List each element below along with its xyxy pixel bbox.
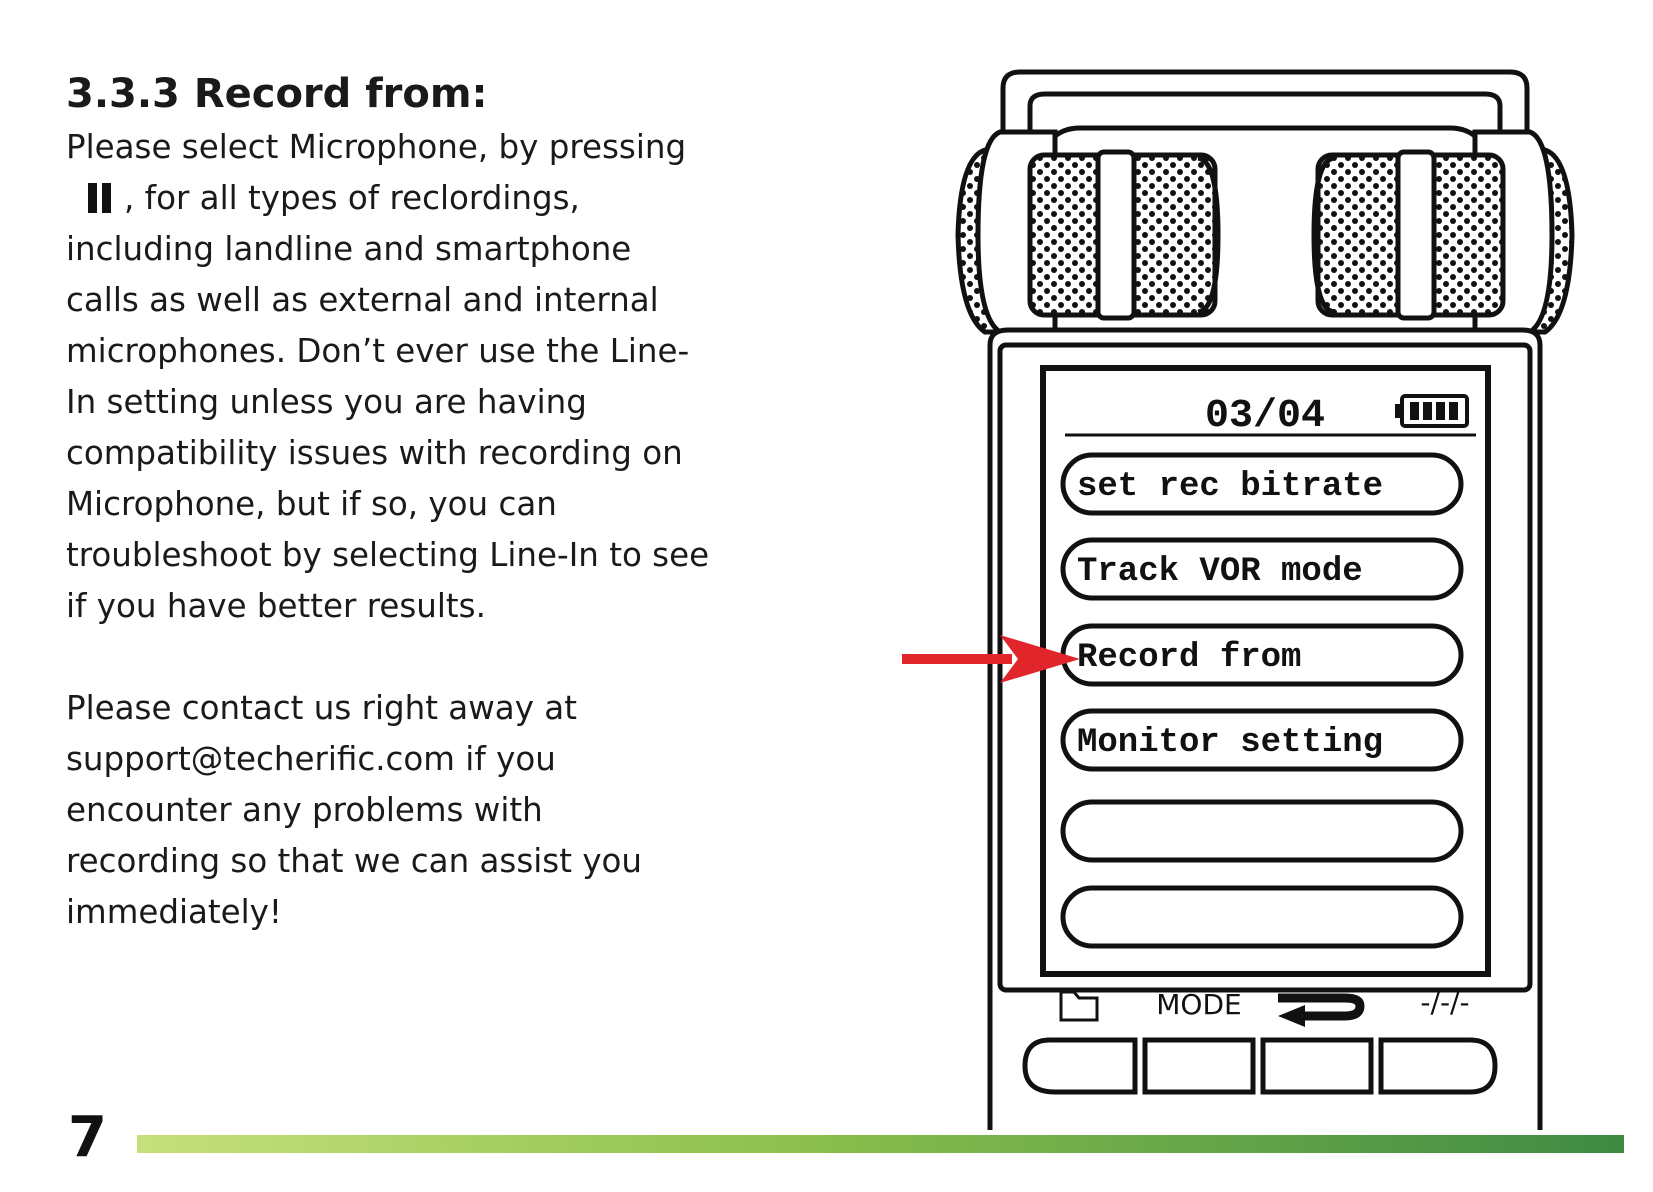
folder-button[interactable] (1025, 1040, 1135, 1092)
footer-gradient-bar (137, 1135, 1624, 1153)
para1-line9: troubleshoot by selecting Line-In to see (66, 536, 710, 574)
para1-line5: microphones. Don’t ever use the Line- (66, 332, 690, 370)
menu-item-label: Track VOR mode (1077, 553, 1363, 591)
dash-label: -/-/- (1420, 986, 1470, 1019)
menu-item-label: Monitor setting (1077, 724, 1384, 762)
para1-line3: including landline and smartphone (66, 230, 632, 268)
mode-button[interactable] (1145, 1040, 1253, 1092)
menu-item-label: Record from (1077, 639, 1302, 677)
para1-line2 (66, 173, 806, 224)
para1-line7: compatibility issues with recording on (66, 434, 683, 472)
para2-line5: immediately! (66, 893, 282, 931)
menu-item[interactable] (1063, 888, 1461, 946)
menu-item[interactable] (1063, 626, 1461, 684)
return-button[interactable] (1263, 1040, 1371, 1092)
para1-line8: Microphone, but if so, you can (66, 485, 557, 523)
menu-item-pill[interactable] (1063, 888, 1461, 946)
para2-line3: encounter any problems with (66, 791, 543, 829)
battery-full-icon (1395, 396, 1467, 426)
arrow-shaft (902, 654, 1012, 664)
para2-line2[interactable]: support@techerific.com if you (66, 740, 556, 778)
dash-button[interactable] (1381, 1040, 1495, 1092)
section-heading: 3.3.3 Record from: (66, 71, 488, 117)
instruction-text (66, 66, 806, 938)
para1-line2-text: , for all types of reclordings, (124, 179, 580, 217)
mic-handle (1003, 72, 1527, 160)
right-microphone (1314, 132, 1552, 332)
para1-line1: Please select Microphone, by pressing (66, 128, 687, 166)
paragraph-spacer (66, 632, 806, 683)
menu-item[interactable] (1063, 540, 1461, 598)
menu-item[interactable] (1063, 802, 1461, 860)
screen-counter: 03/04 (1204, 394, 1326, 439)
para1-line10: if you have better results. (66, 587, 486, 625)
mode-label: MODE (1156, 988, 1242, 1021)
menu-item-pill[interactable] (1063, 802, 1461, 860)
menu-item-label: set rec bitrate (1077, 468, 1384, 506)
menu-item[interactable] (1063, 711, 1461, 769)
para2-line1: Please contact us right away at (66, 689, 577, 727)
left-microphone (978, 132, 1218, 332)
para1-line6: In setting unless you are having (66, 383, 587, 421)
para2-line4: recording so that we can assist you (66, 842, 643, 880)
para1-line4: calls as well as external and internal (66, 281, 659, 319)
page-number: 7 (68, 1105, 107, 1170)
menu-item[interactable] (1063, 455, 1461, 513)
pause-icon (86, 183, 114, 213)
